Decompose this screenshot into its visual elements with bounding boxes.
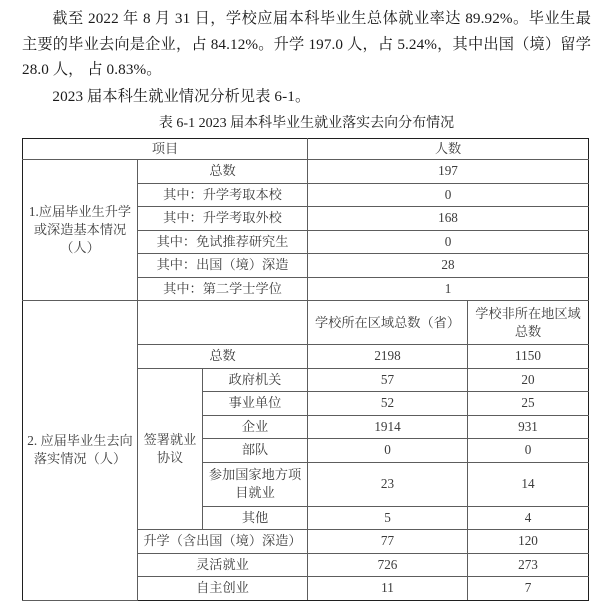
table-container [0,138,613,601]
section1-row-value: 0 [308,183,589,207]
section2-subheader-blank [138,301,308,345]
section1-row-name: 其中：第二学士学位 [138,277,308,301]
other-row-in-province: 726 [308,553,468,577]
section2-total-name: 总数 [138,345,308,369]
agreement-row-in-province: 57 [308,368,468,392]
table-caption: 表 6-1 2023 届本科毕业生就业落实去向分布情况 [158,116,455,131]
agreement-row-name: 政府机关 [203,368,308,392]
section2-subheader-row [23,301,589,345]
other-row-name: 升学（含出国（境）深造） [138,530,308,554]
section1-row-value: 28 [308,254,589,278]
agreement-row-out-province: 25 [468,392,589,416]
section1-row-value: 168 [308,207,589,231]
section2-col-out-province: 学校非所在地区域总数 [468,301,589,345]
section2-label: 2. 应届毕业生去向落实情况（人） [23,301,138,601]
other-row-name: 自主创业 [138,577,308,601]
header-count: 人数 [308,139,589,160]
section1-row-value: 197 [308,160,589,184]
header-item: 项目 [23,139,308,160]
section1-label: 1.应届毕业生升学或深造基本情况（人） [23,160,138,301]
agreement-row-out-province: 0 [468,439,589,463]
table-row [23,160,589,184]
agreement-row-out-province: 20 [468,368,589,392]
other-row-in-province: 77 [308,530,468,554]
section1-row-name: 其中：升学考取外校 [138,207,308,231]
section1-row-value: 1 [308,277,589,301]
employment-distribution-table [22,138,589,601]
section2-total-out-province: 1150 [468,345,589,369]
other-row-out-province: 7 [468,577,589,601]
agreement-row-in-province: 52 [308,392,468,416]
section1-row-value: 0 [308,230,589,254]
agreement-row-in-province: 23 [308,462,468,506]
intro-prose [0,0,613,109]
other-row-name: 灵活就业 [138,553,308,577]
agreement-row-out-province: 4 [468,506,589,530]
agreement-row-in-province: 1914 [308,415,468,439]
section2-col-in-province: 学校所在区域总数（省） [308,301,468,345]
section2-total-in-province: 2198 [308,345,468,369]
agreement-row-in-province: 0 [308,439,468,463]
section1-row-name: 其中：免试推荐研究生 [138,230,308,254]
other-row-out-province: 120 [468,530,589,554]
agreement-row-name: 企业 [203,415,308,439]
section1-row-name: 其中：升学考取本校 [138,183,308,207]
section1-row-name: 其中：出国（境）深造 [138,254,308,278]
other-row-in-province: 11 [308,577,468,601]
section1-row-name: 总数 [138,160,308,184]
paragraph-employment-summary: 截至 2022 年 8 月 31 日，学校应届本科毕业生总体就业率达 89.92%。毕业生最主要的毕业去向是企业，占 84.12%。升学 197.0 人，占 5.24%，其中出国（境）留学 28.0 人， 占 0.83%。 [22,10,591,78]
agreement-row-out-province: 931 [468,415,589,439]
agreement-row-out-province: 14 [468,462,589,506]
agreement-row-name: 其他 [203,506,308,530]
other-row-out-province: 273 [468,553,589,577]
agreement-row-in-province: 5 [308,506,468,530]
section2-agreement-label: 签署就业协议 [138,368,203,530]
table-header-row [23,139,589,160]
agreement-row-name: 部队 [203,439,308,463]
agreement-row-name: 参加国家地方项目就业 [203,462,308,506]
paragraph-table-reference: 2023 届本科生就业情况分析见表 6-1。 [52,87,311,105]
agreement-row-name: 事业单位 [203,392,308,416]
